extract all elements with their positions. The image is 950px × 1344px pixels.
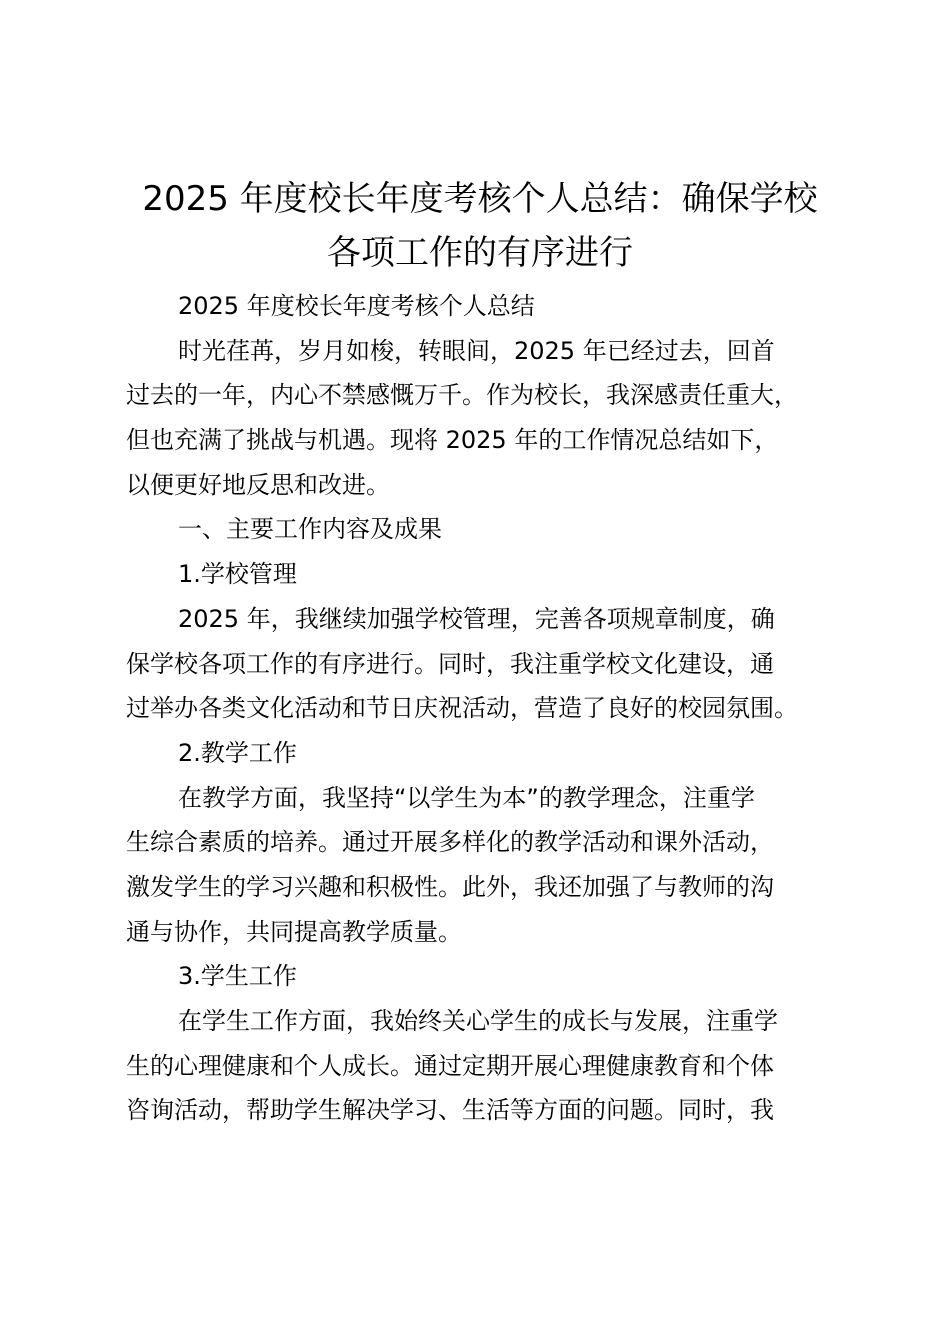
text-line: 在教学方面，我坚持“以学生为本”的教学理念，注重学 <box>178 783 755 812</box>
text-line: 过举办各类文化活动和节日庆祝活动，营造了良好的校园氛围。 <box>126 694 798 723</box>
text-line: 激发学生的学习兴趣和积极性。此外，我还加强了与教师的沟 <box>126 872 774 901</box>
text-line: 通与协作，共同提高教学质量。 <box>126 917 462 946</box>
text-line: 生综合素质的培养。通过开展多样化的教学活动和课外活动， <box>126 828 774 857</box>
document-body <box>126 284 834 1133</box>
document-title <box>126 172 834 280</box>
text-line: 保学校各项工作的有序进行。同时，我注重学校文化建设，通 <box>126 649 774 678</box>
text-line: 生的心理健康和个人成长。通过定期开展心理健康教育和个体 <box>126 1051 774 1080</box>
text-line: 在学生工作方面，我始终关心学生的成长与发展，注重学 <box>178 1007 778 1035</box>
text-line: 2025 年，我继续加强学校管理，完善各项规章制度，确 <box>178 604 775 633</box>
text-line: 2025 年度校长年度考核个人总结 <box>178 292 535 320</box>
text-line: 但也充满了挑战与机遇。现将 2025 年的工作情况总结如下， <box>126 426 779 455</box>
text-line: 咨询活动，帮助学生解决学习、生活等方面的问题。同时，我 <box>126 1096 774 1125</box>
title-line: 各项工作的有序进行 <box>327 233 633 273</box>
text-line: 一、主要工作内容及成果 <box>178 515 442 544</box>
title-line: 2025 年度校长年度考核个人总结：确保学校 <box>142 179 818 219</box>
text-line: 时光荏苒，岁月如梭，转眼间，2025 年已经过去，回首 <box>178 336 775 365</box>
text-line: 1.学校管理 <box>178 560 297 589</box>
text-line: 3.学生工作 <box>178 962 297 991</box>
text-line: 过去的一年，内心不禁感慨万千。作为校长，我深感责任重大， <box>126 381 798 410</box>
text-line: 以便更好地反思和改进。 <box>126 470 390 499</box>
document-page <box>126 172 834 1133</box>
text-line: 2.教学工作 <box>178 738 297 767</box>
